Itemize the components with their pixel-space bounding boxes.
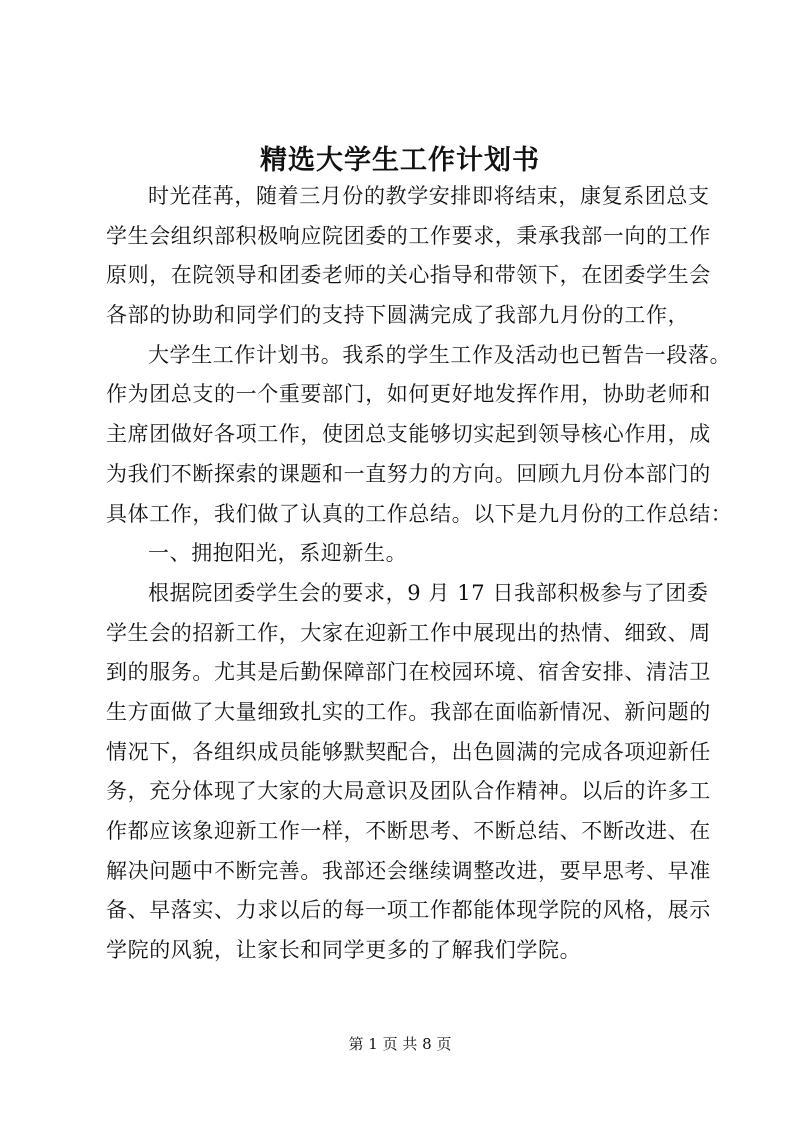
text-line: 学生会的招新工作，大家在迎新工作中展现出的热情、细致、周 [106,620,711,645]
document-body [106,177,733,971]
text-line: 学院的风貌，让家长和同学更多的了解我们学院。 [106,938,582,963]
text-line: 具体工作，我们做了认真的工作总结。以下是九月份的工作总结： [106,501,733,526]
text-line: 各部的协助和同学们的支持下圆满完成了我部九月份的工作， [106,303,690,328]
section-heading: 一、拥抱阳光，系迎新生。 [148,541,408,566]
text-line: 大学生工作计划书。我系的学生工作及活动也已暂告一段落。 [148,342,732,367]
text-line: 时光荏苒，随着三月份的教学安排即将结束，康复系团总支 [148,184,710,208]
text-line: 生方面做了大量细致扎实的工作。我部在面临新情况、新问题的 [106,699,711,724]
text-line: 解决问题中不断完善。我部还会继续调整改进，要早思考、早准 [106,858,711,883]
text-line: 情况下，各组织成员能够默契配合，出色圆满的完成各项迎新任 [106,739,711,764]
document-title: 精选大学生工作计划书 [260,145,540,176]
text-line: 务，充分体现了大家的大局意识及团队合作精神。以后的许多工 [106,779,711,804]
text-line: 为我们不断探索的课题和一直努力的方向。回顾九月份本部门的 [106,461,711,486]
text-line: 根据院团委学生会的要求，9 月 17 日我部积极参与了团委 [148,580,709,605]
text-line: 学生会组织部积极响应院团委的工作要求，秉承我部一向的工作 [106,223,711,248]
text-line: 作为团总支的一个重要部门，如何更好地发挥作用，协助老师和 [106,382,711,407]
text-line: 备、早落实、力求以后的每一项工作都能体现学院的风格，展示 [106,898,711,923]
text-line: 主席团做好各项工作，使团总支能够切实起到领导核心作用，成 [106,422,711,447]
text-line: 作都应该象迎新工作一样，不断思考、不断总结、不断改进、在 [106,819,711,843]
page-footer: 第 1 页 共 8 页 [348,1035,452,1053]
text-line: 原则，在院领导和团委老师的关心指导和带领下，在团委学生会 [106,263,711,288]
text-line: 到的服务。尤其是后勤保障部门在校园环境、宿舍安排、清洁卫 [106,660,711,685]
